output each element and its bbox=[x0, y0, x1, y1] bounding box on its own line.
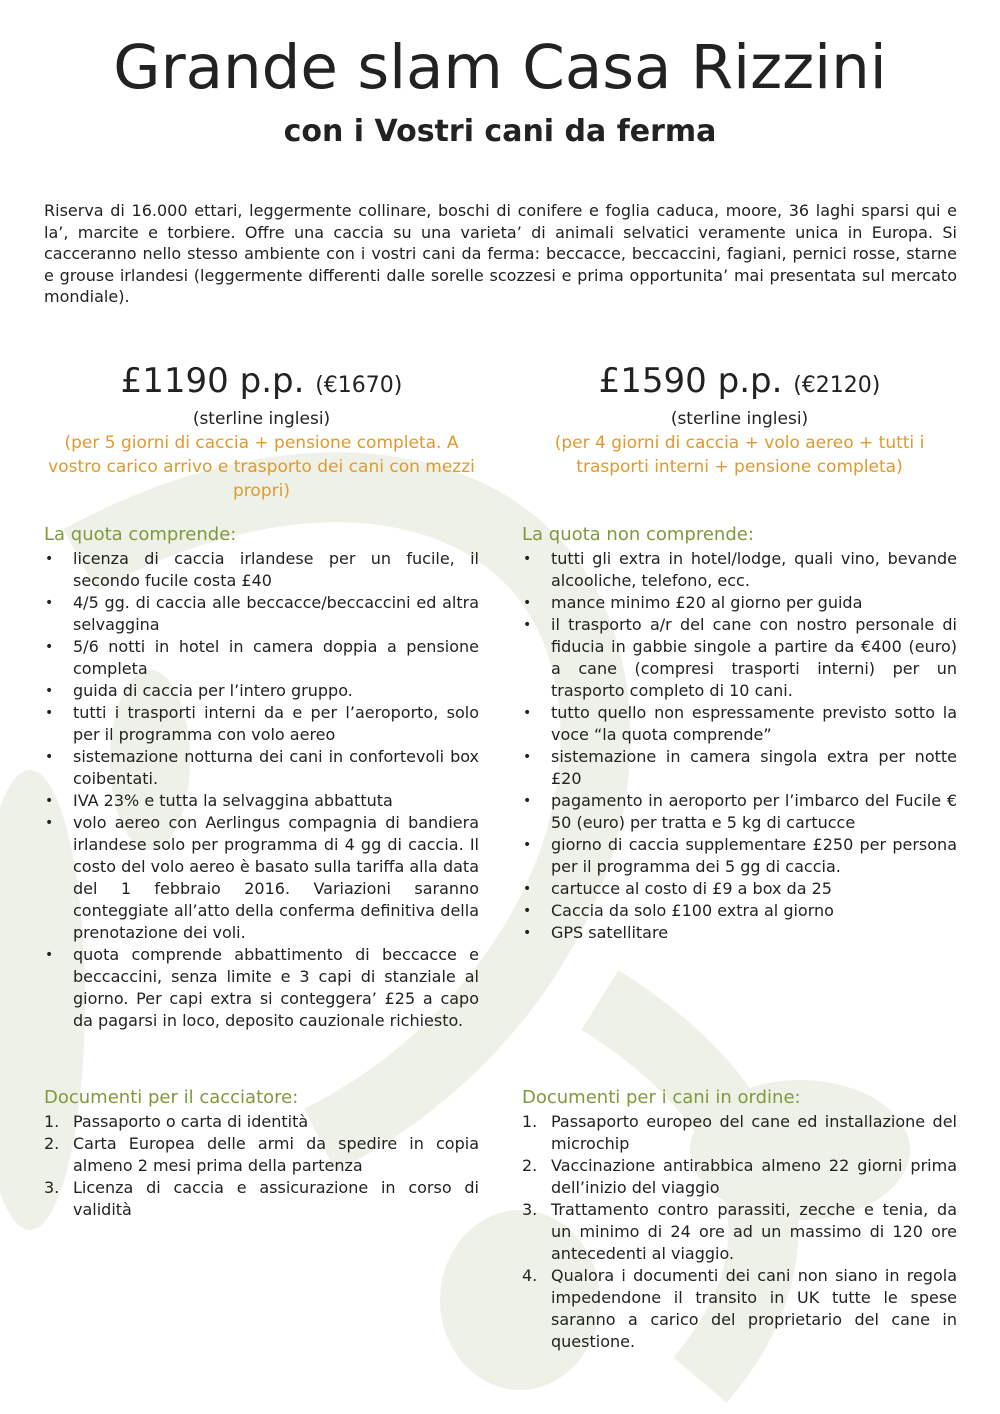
item-number: 2. bbox=[44, 1134, 60, 1153]
offer-price bbox=[44, 360, 479, 407]
list-item: • licenza di caccia irlandese per un fucile, il secondo fucile costa £40 bbox=[44, 548, 479, 592]
list-item: • volo aereo con Aerlingus compagnia di bandiera irlandese solo per programma di 4 gg di caccia. Il costo del volo aereo è basato sulla tariffa alla data del 1 febbraio 2016. Variazioni saranno conteggiate all’atto della conferma definitiva della prenotazione dei voli. bbox=[44, 812, 479, 944]
list-item bbox=[522, 1199, 957, 1265]
excluded-list bbox=[522, 548, 957, 944]
list-item: • quota comprende abbattimento di beccacce e beccaccini, senza limite e 3 capi di stanziale al giorno. Per capi extra si conteggera’ £25 a capo da pagarsi in loco, deposito cauzionale richiesto. bbox=[44, 944, 479, 1032]
item-number: 2. bbox=[522, 1156, 538, 1175]
page-subtitle: con i Vostri cani da ferma bbox=[283, 114, 717, 149]
list-item: • IVA 23% e tutta la selvaggina abbattuta bbox=[44, 790, 479, 812]
hunter-documents-list bbox=[44, 1111, 479, 1221]
list-item bbox=[522, 1265, 957, 1353]
item-text: Passaporto o carta di identità bbox=[73, 1112, 309, 1131]
list-item bbox=[522, 1155, 957, 1199]
list-item: • 4/5 gg. di caccia alle beccacce/beccaccini ed altra selvaggina bbox=[44, 592, 479, 636]
list-item: • cartucce al costo di £9 a box da 25 bbox=[522, 878, 957, 900]
item-number: 3. bbox=[44, 1178, 60, 1197]
offer-details: (per 4 giorni di caccia + volo aereo + tutti i trasporti interni + pensione completa) bbox=[554, 433, 925, 477]
item-number: 1. bbox=[44, 1112, 60, 1131]
excluded-section bbox=[522, 524, 957, 944]
list-item: • giorno di caccia supplementare £250 per persona per il programma dei 5 gg di caccia. bbox=[522, 834, 957, 878]
hunter-documents-heading: Documenti per il cacciatore: bbox=[44, 1087, 299, 1108]
item-text: Carta Europea delle armi da spedire in copia almeno 2 mesi prima della partenza bbox=[73, 1134, 479, 1175]
list-item bbox=[44, 1111, 479, 1133]
list-item bbox=[522, 1111, 957, 1155]
offer-details: (per 5 giorni di caccia + pensione completa. A vostro carico arrivo e trasporto dei cani con mezzi propri) bbox=[48, 433, 475, 501]
list-item: • Caccia da solo £100 extra al giorno bbox=[522, 900, 957, 922]
dog-documents-heading: Documenti per i cani in ordine: bbox=[522, 1087, 801, 1108]
offer-price bbox=[522, 360, 957, 407]
list-item: • il trasporto a/r del cane con nostro personale di fiducia in gabbie singole a partire da €400 (euro) a cane (compresi trasporti interni) per un trasporto completo di 10 cani. bbox=[522, 614, 957, 702]
intro-paragraph: Riserva di 16.000 ettari, leggermente collinare, boschi di conifere e foglia caduca, moore, 36 laghi sparsi qui e la’, marcite e torbiere. Offre una caccia su una varieta’ di animali selvatici veramente unica in Europa. Si cacceranno nello stesso ambiente con i vostri cani da ferma: beccacce, beccaccini, fagiani, pernici rosse, starne e grouse irlandesi (leggermente differenti dalle sorelle scozzesi e prima opportunita’ mai presentata sul mercato mondiale). bbox=[44, 201, 957, 307]
offer-price-gbp: £1590 p.p. bbox=[598, 361, 783, 401]
included-section bbox=[44, 524, 479, 1032]
offer-price-eur: (€1670) bbox=[315, 373, 403, 398]
list-item bbox=[44, 1177, 479, 1221]
list-item: • pagamento in aeroporto per l’imbarco del Fucile € 50 (euro) per tratta e 5 kg di cartucce bbox=[522, 790, 957, 834]
item-number: 4. bbox=[522, 1266, 538, 1285]
item-text: Trattamento contro parassiti, zecche e tenia, da un minimo di 24 ore ad un massimo di 120 ore antecedenti al viaggio. bbox=[551, 1200, 957, 1263]
list-item: • sistemazione in camera singola extra per notte £20 bbox=[522, 746, 957, 790]
item-text: Vaccinazione antirabbica almeno 22 giorni prima dell’inizio del viaggio bbox=[551, 1156, 957, 1197]
item-text: Qualora i documenti dei cani non siano in regola impedendone il transito in UK tutte le spese saranno a carico del proprietario del cane in questione. bbox=[551, 1266, 957, 1351]
list-item: • sistemazione notturna dei cani in confortevoli box coibentati. bbox=[44, 746, 479, 790]
item-number: 3. bbox=[522, 1200, 538, 1219]
item-text: Passaporto europeo del cane ed installazione del microchip bbox=[551, 1112, 957, 1153]
item-text: Licenza di caccia e assicurazione in corso di validità bbox=[73, 1178, 479, 1219]
list-item: • GPS satellitare bbox=[522, 922, 957, 944]
list-item: • tutti i trasporti interni da e per l’aeroporto, solo per il programma con volo aereo bbox=[44, 702, 479, 746]
page-title: Grande slam Casa Rizzini bbox=[113, 32, 887, 103]
list-item bbox=[44, 1133, 479, 1177]
offer-4-days bbox=[522, 360, 957, 479]
dog-documents-section bbox=[522, 1087, 957, 1353]
offer-currency-note: (sterline inglesi) bbox=[192, 409, 331, 429]
offer-currency-note: (sterline inglesi) bbox=[670, 409, 809, 429]
included-heading: La quota comprende: bbox=[44, 524, 237, 545]
list-item: • tutti gli extra in hotel/lodge, quali vino, bevande alcooliche, telefono, ecc. bbox=[522, 548, 957, 592]
dog-documents-list bbox=[522, 1111, 957, 1353]
item-number: 1. bbox=[522, 1112, 538, 1131]
offer-price-gbp: £1190 p.p. bbox=[120, 361, 305, 401]
list-item: • guida di caccia per l’intero gruppo. bbox=[44, 680, 479, 702]
list-item: • mance minimo £20 al giorno per guida bbox=[522, 592, 957, 614]
offer-price-eur: (€2120) bbox=[793, 373, 881, 398]
included-list bbox=[44, 548, 479, 1032]
excluded-heading: La quota non comprende: bbox=[522, 524, 754, 545]
list-item: • 5/6 notti in hotel in camera doppia a pensione completa bbox=[44, 636, 479, 680]
list-item: • tutto quello non espressamente previsto sotto la voce “la quota comprende” bbox=[522, 702, 957, 746]
hunter-documents-section bbox=[44, 1087, 479, 1221]
offer-5-days bbox=[44, 360, 479, 503]
